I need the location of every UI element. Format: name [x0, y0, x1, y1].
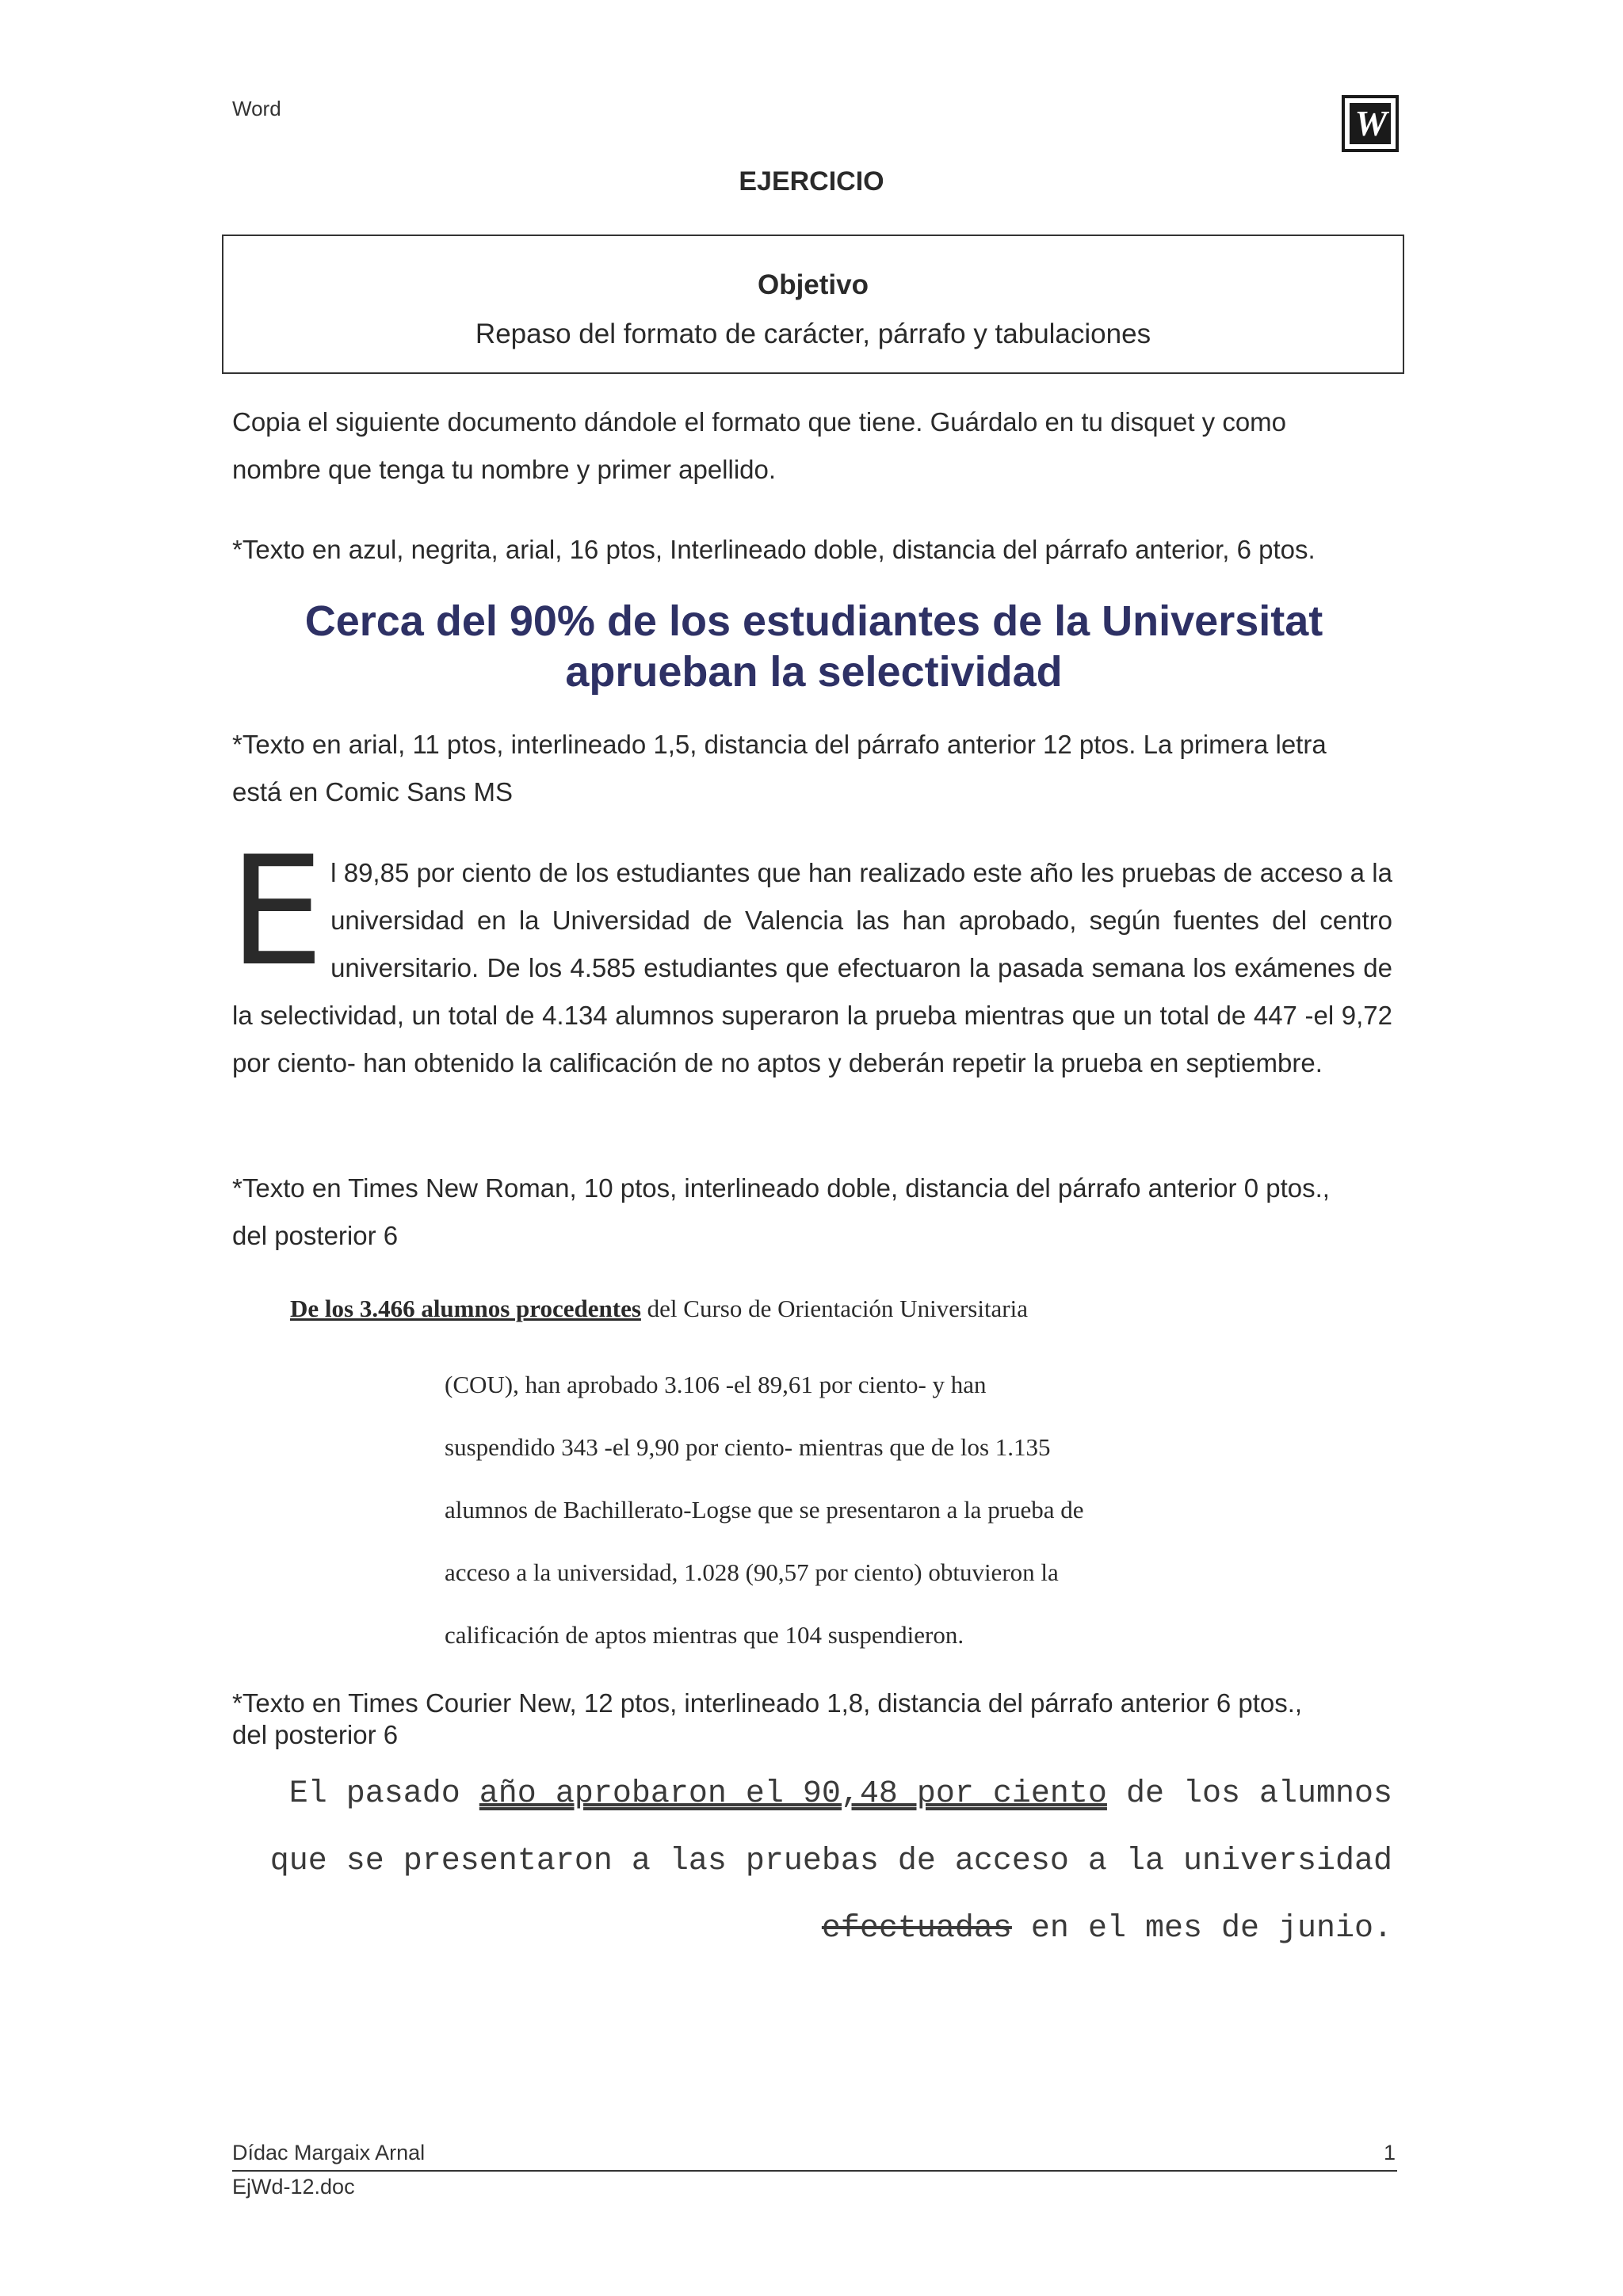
instructions-line-2: nombre que tenga tu nombre y primer apellido. [232, 455, 777, 484]
times-paragraph-line: suspendido 343 -el 9,90 por ciento- mientras que de los 1.135 [445, 1433, 1051, 1461]
times-paragraph-lead: De los 3.466 alumnos procedentes [290, 1295, 641, 1322]
format-note-4-line-2: del posterior 6 [232, 1720, 399, 1749]
times-paragraph-first-line [290, 1295, 1028, 1323]
courier-line-2: que se presentaron a las pruebas de acceso a la universidad [269, 1844, 1392, 1879]
instructions-paragraph [232, 399, 1396, 494]
courier-line-1-pre: El pasado [288, 1776, 479, 1812]
body-paragraph-text: l 89,85 por ciento de los estudiantes que han realizado este año les pruebas de acceso a la universidad en la Universidad de Valencia las han aprobado, según fuentes del centro universitario. De los 4.585 estudiantes que efectuaron la pasada semana los exámenes de la selectividad, un total de 4.134 alumnos superaron la prueba mientras que un total de 447 -el 9,72 por ciento- han obtenido la calificación de no aptos y deberán repetir la prueba en septiembre. [232, 858, 1392, 1077]
footer-filename: EjWd-12.doc [232, 2175, 355, 2199]
format-note-4-line-1: *Texto en Times Courier New, 12 ptos, interlineado 1,8, distancia del párrafo anterior 6 ptos., [232, 1688, 1303, 1718]
headline [232, 596, 1396, 697]
header-app-name: Word [232, 97, 281, 120]
body-paragraph [229, 824, 1392, 1087]
objective-label: Objetivo [757, 269, 869, 300]
times-paragraph-body [445, 1353, 1084, 1666]
format-note-3-line-1: *Texto en Times New Roman, 10 ptos, interlineado doble, distancia del párrafo anterior 0 ptos., [232, 1173, 1330, 1203]
format-note-2-line-2: está en Comic Sans MS [232, 777, 513, 807]
format-note-1: *Texto en azul, negrita, arial, 16 ptos, Interlineado doble, distancia del párrafo anterior, 6 ptos. [232, 535, 1316, 564]
format-note-2 [232, 721, 1396, 816]
word-logo-letter: W [1350, 103, 1391, 144]
format-note-3 [232, 1165, 1396, 1260]
instructions-line-1: Copia el siguiente documento dándole el formato que tiene. Guárdalo en tu disquet y como [232, 407, 1287, 437]
word-logo-icon [1342, 95, 1399, 152]
times-paragraph-line: calificación de aptos mientras que 104 suspendieron. [445, 1621, 964, 1649]
format-note-2-line-1: *Texto en arial, 11 ptos, interlineado 1,5, distancia del párrafo anterior 12 ptos. La primera letra [232, 730, 1327, 759]
objective-text: Repaso del formato de carácter, párrafo y tabulaciones [475, 318, 1151, 349]
courier-strikethrough-text: efectuadas [821, 1911, 1012, 1947]
times-paragraph-line: alumnos de Bachillerato-Logse que se presentaron a la prueba de [445, 1496, 1084, 1524]
courier-line-1 [232, 1776, 1392, 1812]
format-note-3-line-2: del posterior 6 [232, 1221, 399, 1250]
footer-divider [232, 2170, 1397, 2172]
format-note-4 [232, 1688, 1396, 1751]
courier-line-3-post: en el mes de junio. [1011, 1911, 1392, 1947]
exercise-title: EJERCICIO [739, 166, 884, 196]
headline-line-1: Cerca del 90% de los estudiantes de la Universitat [304, 597, 1323, 645]
courier-double-underlined-text: año aprobaron el 90,48 por ciento [479, 1776, 1107, 1812]
courier-line-1-post: de los alumnos [1106, 1776, 1392, 1812]
times-paragraph-line: (COU), han aprobado 3.106 -el 89,61 por ciento- y han [445, 1371, 987, 1398]
times-paragraph-first-rest: del Curso de Orientación Universitaria [640, 1295, 1029, 1322]
courier-line-3 [232, 1911, 1392, 1947]
headline-line-2: aprueban la selectividad [565, 648, 1063, 696]
objective-box [222, 235, 1404, 374]
times-paragraph-line: acceso a la universidad, 1.028 (90,57 por ciento) obtuvieron la [445, 1558, 1059, 1586]
footer-author: Dídac Margaix Arnal [232, 2141, 426, 2164]
drop-cap-letter: E [229, 824, 325, 999]
footer-page-number: 1 [1383, 2141, 1396, 2164]
